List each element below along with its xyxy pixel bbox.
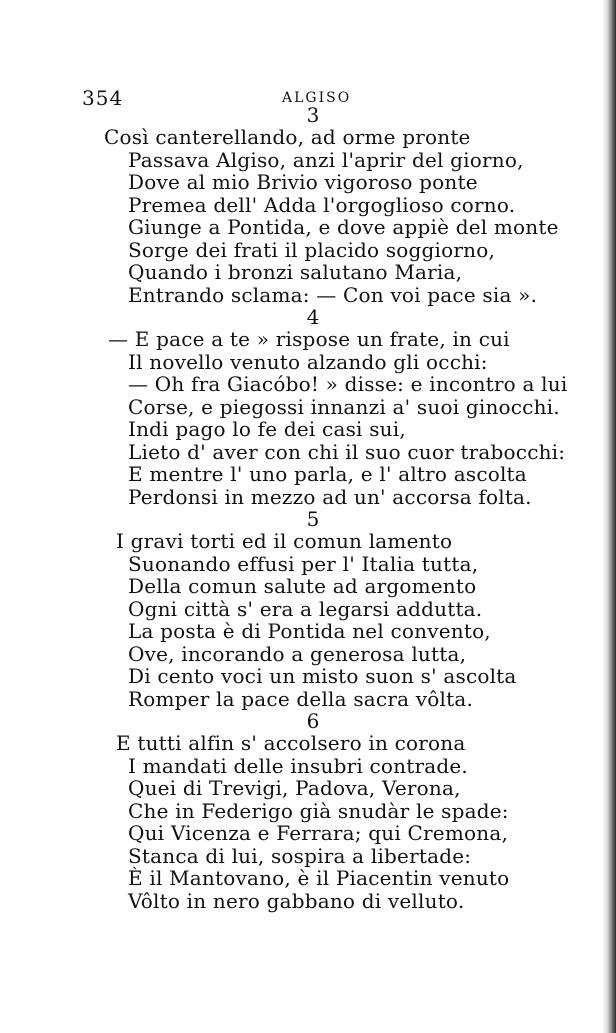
verse-line: Perdonsi in mezzo ad un' accorsa folta. bbox=[128, 484, 532, 509]
verse-line: Che in Federigo già snudàr le spade: bbox=[128, 798, 509, 823]
verse-line: Sorge dei frati il placido soggiorno, bbox=[128, 237, 496, 262]
verse-line: Quando i bronzi salutano Maria, bbox=[128, 260, 463, 284]
verse-line: Suonando effusi per l' Italia tutta, bbox=[128, 551, 479, 576]
verse-line: Qui Vicenza e Ferrara; qui Cremona, bbox=[128, 821, 508, 845]
verse-line: E mentre l' uno parla, e l' altro ascolta bbox=[128, 462, 527, 486]
verse-line: — Oh fra Giacóbo! » disse: e incontro a lui bbox=[128, 372, 568, 396]
verse-line: È il Mantovano, è il Piacentin venuto bbox=[128, 866, 510, 890]
verse-line: Giunge a Pontida, e dove appiè del monte bbox=[128, 215, 559, 239]
verse-line: Vôlto in nero gabbano di velluto. bbox=[128, 888, 465, 913]
verse-line: Quei di Trevigi, Padova, Verona, bbox=[128, 776, 461, 800]
verse-line: Indi pago lo fe dei casi sui, bbox=[128, 417, 406, 441]
stanza-number: 5 bbox=[306, 507, 320, 531]
verse-line: I mandati delle insubri contrade. bbox=[128, 753, 468, 778]
page-number: 354 bbox=[82, 86, 124, 110]
verse-line: E tutti alfin s' accolsero in corona bbox=[116, 731, 466, 755]
stanza bbox=[0, 710, 616, 912]
verse-line: Ogni città s' era a legarsi addutta. bbox=[128, 596, 483, 621]
verse-line: Lieto d' aver con chi il suo cuor trabocchi: bbox=[128, 439, 566, 464]
verse-line: I gravi torti ed il comun lamento bbox=[116, 529, 453, 553]
verse-line: Corse, e piegossi innanzi a' suoi ginocchi. bbox=[128, 394, 560, 419]
verse-line: Ove, incorando a generosa lutta, bbox=[128, 641, 467, 666]
verse-line: Di cento voci un misto suon s' ascolta bbox=[128, 664, 517, 688]
verse-line: La posta è di Pontida nel convento, bbox=[128, 619, 491, 643]
verse-line: Così canterellando, ad orme pronte bbox=[104, 125, 471, 149]
stanza bbox=[0, 508, 616, 710]
verse-line: Passava Algiso, anzi l'aprir del giorno, bbox=[128, 147, 524, 172]
verse-line: Dove al mio Brivio vigoroso ponte bbox=[128, 170, 478, 194]
stanza bbox=[0, 104, 616, 306]
verse-line: Della comun salute ad argomento bbox=[128, 574, 477, 598]
verse-line: Romper la pace della sacra vôlta. bbox=[128, 686, 474, 711]
verse-line: Entrando sclama: — Con voi pace sia ». bbox=[128, 282, 538, 307]
stanza-number: 3 bbox=[306, 103, 320, 127]
running-head: ALGISO bbox=[282, 90, 352, 106]
verse-line: — E pace a te » rispose un frate, in cui bbox=[108, 327, 510, 351]
verse-line: Premea dell' Adda l'orgoglioso corno. bbox=[128, 192, 516, 217]
stanza bbox=[0, 306, 616, 508]
verse-line: Il novello venuto alzando gli occhi: bbox=[128, 349, 488, 374]
stanza-number: 4 bbox=[306, 305, 320, 329]
verse-line: Stanca di lui, sospira a libertade: bbox=[128, 843, 472, 868]
poem-body bbox=[0, 104, 616, 912]
stanza-number: 6 bbox=[306, 709, 320, 733]
